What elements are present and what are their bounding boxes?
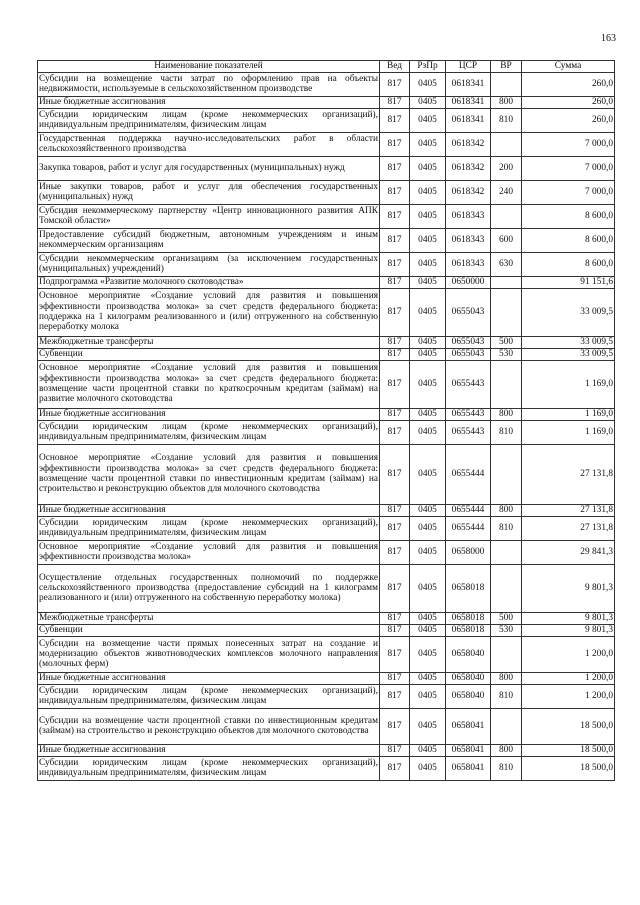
cell-vr: 800	[491, 744, 522, 756]
cell-csr: 0655443	[446, 408, 491, 420]
cell-sum: 9 801,3	[522, 612, 615, 624]
table-header	[38, 61, 615, 73]
cell-rzpr: 0405	[410, 516, 446, 540]
table-row	[38, 420, 615, 444]
budget-table	[37, 60, 615, 781]
cell-csr: 0655043	[446, 336, 491, 348]
cell-ved: 817	[380, 348, 410, 360]
cell-vr: 810	[491, 420, 522, 444]
table-row	[38, 156, 615, 180]
table-row	[38, 408, 615, 420]
cell-rzpr: 0405	[410, 708, 446, 744]
table-row	[38, 624, 615, 636]
cell-sum: 7 000,0	[522, 156, 615, 180]
table-row	[38, 96, 615, 108]
cell-csr: 0655043	[446, 288, 491, 336]
cell-rzpr: 0405	[410, 360, 446, 408]
cell-ved: 817	[380, 360, 410, 408]
cell-name: Подпрограмма «Развитие молочного скотоводства»	[38, 276, 380, 288]
cell-rzpr: 0405	[410, 108, 446, 132]
cell-sum: 8 600,0	[522, 228, 615, 252]
header-vr: ВР	[491, 61, 522, 73]
cell-ved: 817	[380, 636, 410, 672]
cell-rzpr: 0405	[410, 288, 446, 336]
cell-sum: 27 131,8	[522, 504, 615, 516]
cell-ved: 817	[380, 708, 410, 744]
table-row	[38, 444, 615, 504]
table-row	[38, 540, 615, 564]
cell-csr: 0658041	[446, 708, 491, 744]
cell-csr: 0658040	[446, 684, 491, 708]
header-rzpr: РзПр	[410, 61, 446, 73]
cell-ved: 817	[380, 624, 410, 636]
cell-name: Иные закупки товаров, работ и услуг для обеспечения государственных (муниципальных) нужд	[39, 181, 378, 202]
table-row	[38, 108, 615, 132]
cell-rzpr: 0405	[410, 744, 446, 756]
table-row	[38, 504, 615, 516]
table-row	[38, 672, 615, 684]
cell-name: Закупка товаров, работ и услуг для государственных (муниципальных) нужд	[38, 156, 380, 180]
cell-name: Иные бюджетные ассигнования	[38, 744, 380, 756]
cell-ved: 817	[380, 204, 410, 228]
cell-name: Иные бюджетные ассигнования	[38, 408, 380, 420]
cell-name: Субвенции	[38, 348, 380, 360]
cell-vr	[491, 276, 522, 288]
cell-vr	[491, 540, 522, 564]
cell-vr: 810	[491, 756, 522, 780]
cell-rzpr: 0405	[410, 540, 446, 564]
table-row	[38, 516, 615, 540]
cell-vr: 530	[491, 624, 522, 636]
cell-ved: 817	[380, 408, 410, 420]
cell-sum: 260,0	[522, 72, 615, 96]
cell-rzpr: 0405	[410, 504, 446, 516]
cell-csr: 0655443	[446, 420, 491, 444]
cell-name: Субсидия некоммерческому партнерству «Центр инновационного развития АПК Томской области»	[39, 205, 378, 226]
table-row	[38, 72, 615, 96]
cell-rzpr: 0405	[410, 72, 446, 96]
cell-sum: 1 169,0	[522, 360, 615, 408]
table-row	[38, 276, 615, 288]
cell-csr: 0618342	[446, 156, 491, 180]
table-row	[38, 564, 615, 612]
cell-rzpr: 0405	[410, 252, 446, 276]
cell-name: Государственная поддержка научно-исследовательских работ в области сельскохозяйственного производства	[39, 133, 378, 154]
cell-vr: 800	[491, 408, 522, 420]
cell-csr: 0618341	[446, 96, 491, 108]
cell-sum: 260,0	[522, 108, 615, 132]
cell-rzpr: 0405	[410, 756, 446, 780]
cell-name: Субсидии юридическим лицам (кроме некоммерческих организаций), индивидуальным предпринимателям, физическим лицам	[39, 757, 378, 778]
table-row	[38, 180, 615, 204]
cell-csr: 0658018	[446, 612, 491, 624]
cell-rzpr: 0405	[410, 348, 446, 360]
cell-ved: 817	[380, 276, 410, 288]
table-row	[38, 708, 615, 744]
header-csr: ЦСР	[446, 61, 491, 73]
cell-sum: 8 600,0	[522, 204, 615, 228]
cell-vr	[491, 360, 522, 408]
table-row	[38, 348, 615, 360]
cell-ved: 817	[380, 96, 410, 108]
cell-rzpr: 0405	[410, 564, 446, 612]
cell-sum: 18 500,0	[522, 708, 615, 744]
table-row	[38, 252, 615, 276]
table-body	[38, 72, 615, 780]
cell-csr: 0655444	[446, 444, 491, 504]
cell-ved: 817	[380, 288, 410, 336]
cell-ved: 817	[380, 540, 410, 564]
cell-name: Предоставление субсидий бюджетным, автономным учреждениям и иным некоммерческим организациям	[39, 229, 378, 250]
cell-vr: 810	[491, 108, 522, 132]
cell-sum: 1 200,0	[522, 684, 615, 708]
cell-rzpr: 0405	[410, 684, 446, 708]
cell-vr	[491, 132, 522, 156]
cell-csr: 0655444	[446, 516, 491, 540]
table-row	[38, 636, 615, 672]
cell-name: Иные бюджетные ассигнования	[38, 504, 380, 516]
cell-rzpr: 0405	[410, 180, 446, 204]
cell-ved: 817	[380, 252, 410, 276]
cell-csr: 0658040	[446, 672, 491, 684]
table-row	[38, 228, 615, 252]
cell-name: Субсидии юридическим лицам (кроме некоммерческих организаций), индивидуальным предпринимателям, физическим лицам	[39, 109, 378, 130]
cell-ved: 817	[380, 756, 410, 780]
cell-sum: 27 131,8	[522, 516, 615, 540]
cell-name: Субсидии некоммерческим организациям (за исключением государственных (муниципальных) учреждений)	[39, 253, 378, 274]
cell-rzpr: 0405	[410, 612, 446, 624]
cell-vr: 630	[491, 252, 522, 276]
cell-rzpr: 0405	[410, 420, 446, 444]
cell-csr: 0618341	[446, 108, 491, 132]
cell-csr: 0655443	[446, 360, 491, 408]
cell-sum: 33 009,5	[522, 348, 615, 360]
table-row	[38, 612, 615, 624]
cell-rzpr: 0405	[410, 96, 446, 108]
cell-ved: 817	[380, 504, 410, 516]
cell-vr	[491, 444, 522, 504]
cell-ved: 817	[380, 180, 410, 204]
cell-sum: 9 801,3	[522, 624, 615, 636]
cell-sum: 18 500,0	[522, 756, 615, 780]
table-row	[38, 684, 615, 708]
table-row	[38, 360, 615, 408]
cell-ved: 817	[380, 132, 410, 156]
cell-vr	[491, 564, 522, 612]
cell-csr: 0618342	[446, 132, 491, 156]
cell-rzpr: 0405	[410, 132, 446, 156]
cell-csr: 0658040	[446, 636, 491, 672]
cell-ved: 817	[380, 420, 410, 444]
cell-name: Субвенции	[38, 624, 380, 636]
cell-ved: 817	[380, 336, 410, 348]
cell-rzpr: 0405	[410, 624, 446, 636]
cell-name: Субсидии на возмещение части процентной ставки по инвестиционным кредитам (займам) на строительство и реконструкцию объектов для молочного скотоводства	[38, 708, 380, 744]
cell-sum: 9 801,3	[522, 564, 615, 612]
cell-vr: 600	[491, 228, 522, 252]
cell-ved: 817	[380, 744, 410, 756]
cell-ved: 817	[380, 72, 410, 96]
cell-rzpr: 0405	[410, 156, 446, 180]
cell-sum: 7 000,0	[522, 180, 615, 204]
cell-csr: 0650000	[446, 276, 491, 288]
cell-vr: 810	[491, 684, 522, 708]
header-name: Наименование показателей	[38, 61, 380, 73]
cell-rzpr: 0405	[410, 276, 446, 288]
cell-sum: 29 841,3	[522, 540, 615, 564]
cell-name: Основное мероприятие «Создание условий для развития и повышения эффективности производства молока» за счет средств федерального бюджета: возмещение части процентной ставки по краткосрочным кредитам (займам) на развитие молочного скотоводства	[38, 360, 380, 408]
header-row	[38, 61, 615, 73]
cell-sum: 8 600,0	[522, 252, 615, 276]
cell-sum: 260,0	[522, 96, 615, 108]
cell-rzpr: 0405	[410, 204, 446, 228]
cell-csr: 0618343	[446, 204, 491, 228]
cell-sum: 1 169,0	[522, 420, 615, 444]
cell-vr: 530	[491, 348, 522, 360]
cell-name: Иные бюджетные ассигнования	[38, 96, 380, 108]
cell-vr: 200	[491, 156, 522, 180]
cell-vr: 800	[491, 96, 522, 108]
cell-name: Субсидии юридическим лицам (кроме некоммерческих организаций), индивидуальным предпринимателям, физическим лицам	[39, 685, 378, 706]
cell-rzpr: 0405	[410, 408, 446, 420]
cell-rzpr: 0405	[410, 444, 446, 504]
header-ved: Вед	[380, 61, 410, 73]
cell-csr: 0658000	[446, 540, 491, 564]
cell-vr	[491, 288, 522, 336]
table-row	[38, 756, 615, 780]
cell-name: Основное мероприятие «Создание условий для развития и повышения эффективности производства молока» за счет средств федерального бюджета: поддержка на 1 килограмм реализованного и (или) отгруженного на собственную переработку молока	[38, 288, 380, 336]
cell-sum: 1 169,0	[522, 408, 615, 420]
cell-ved: 817	[380, 684, 410, 708]
cell-ved: 817	[380, 444, 410, 504]
cell-sum: 1 200,0	[522, 672, 615, 684]
cell-ved: 817	[380, 228, 410, 252]
cell-name: Субсидии на возмещение части затрат по оформлению прав на объекты недвижимости, используемые в сельскохозяйственном производстве	[39, 73, 378, 94]
cell-name: Субсидии на возмещение части прямых понесенных затрат на создание и модернизацию объектов животноводческих комплексов молочного направления (молочных ферм)	[38, 636, 380, 672]
table-row	[38, 288, 615, 336]
cell-vr: 500	[491, 336, 522, 348]
cell-ved: 817	[380, 612, 410, 624]
cell-ved: 817	[380, 108, 410, 132]
cell-csr: 0655444	[446, 504, 491, 516]
cell-vr: 500	[491, 612, 522, 624]
cell-csr: 0618343	[446, 228, 491, 252]
cell-vr	[491, 72, 522, 96]
cell-sum: 33 009,5	[522, 288, 615, 336]
cell-name: Осуществление отдельных государственных полномочий по поддержке сельскохозяйственного производства (предоставление субсидий на 1 килограмм реализованного и (или) отгруженного на собственную переработку молока)	[38, 564, 380, 612]
header-sum: Сумма	[522, 61, 615, 73]
cell-csr: 0618342	[446, 180, 491, 204]
cell-name: Основное мероприятие «Создание условий для развития и повышения эффективности производства молока» за счет средств федерального бюджета: возмещение части процентной ставки по инвестиционным кредитам (займам) на строительство и реконструкцию объектов для молочного скотоводства	[38, 444, 380, 504]
table-row	[38, 204, 615, 228]
cell-vr: 800	[491, 504, 522, 516]
cell-name: Субсидии юридическим лицам (кроме некоммерческих организаций), индивидуальным предпринимателям, физическим лицам	[39, 421, 378, 442]
cell-csr: 0618341	[446, 72, 491, 96]
cell-vr	[491, 204, 522, 228]
cell-sum: 91 151,6	[522, 276, 615, 288]
cell-vr	[491, 708, 522, 744]
cell-name: Субсидии юридическим лицам (кроме некоммерческих организаций), индивидуальным предпринимателям, физическим лицам	[39, 517, 378, 538]
page-number: 163	[601, 33, 616, 44]
cell-rzpr: 0405	[410, 228, 446, 252]
table-row	[38, 744, 615, 756]
cell-name: Межбюджетные трансферты	[38, 612, 380, 624]
cell-csr: 0658018	[446, 564, 491, 612]
cell-vr: 240	[491, 180, 522, 204]
cell-vr: 810	[491, 516, 522, 540]
cell-csr: 0655043	[446, 348, 491, 360]
cell-sum: 1 200,0	[522, 636, 615, 672]
cell-ved: 817	[380, 156, 410, 180]
table-row	[38, 336, 615, 348]
cell-rzpr: 0405	[410, 336, 446, 348]
cell-csr: 0658041	[446, 756, 491, 780]
cell-sum: 18 500,0	[522, 744, 615, 756]
cell-csr: 0658018	[446, 624, 491, 636]
cell-name: Основное мероприятие «Создание условий для развития и повышения эффективности производства молока»	[39, 541, 378, 562]
cell-name: Иные бюджетные ассигнования	[38, 672, 380, 684]
cell-rzpr: 0405	[410, 636, 446, 672]
cell-vr: 800	[491, 672, 522, 684]
cell-csr: 0658041	[446, 744, 491, 756]
cell-ved: 817	[380, 516, 410, 540]
cell-ved: 817	[380, 672, 410, 684]
cell-vr	[491, 636, 522, 672]
cell-sum: 33 009,5	[522, 336, 615, 348]
table-row	[38, 132, 615, 156]
cell-name: Межбюджетные трансферты	[38, 336, 380, 348]
cell-csr: 0618343	[446, 252, 491, 276]
cell-ved: 817	[380, 564, 410, 612]
cell-sum: 7 000,0	[522, 132, 615, 156]
cell-sum: 27 131,8	[522, 444, 615, 504]
cell-rzpr: 0405	[410, 672, 446, 684]
